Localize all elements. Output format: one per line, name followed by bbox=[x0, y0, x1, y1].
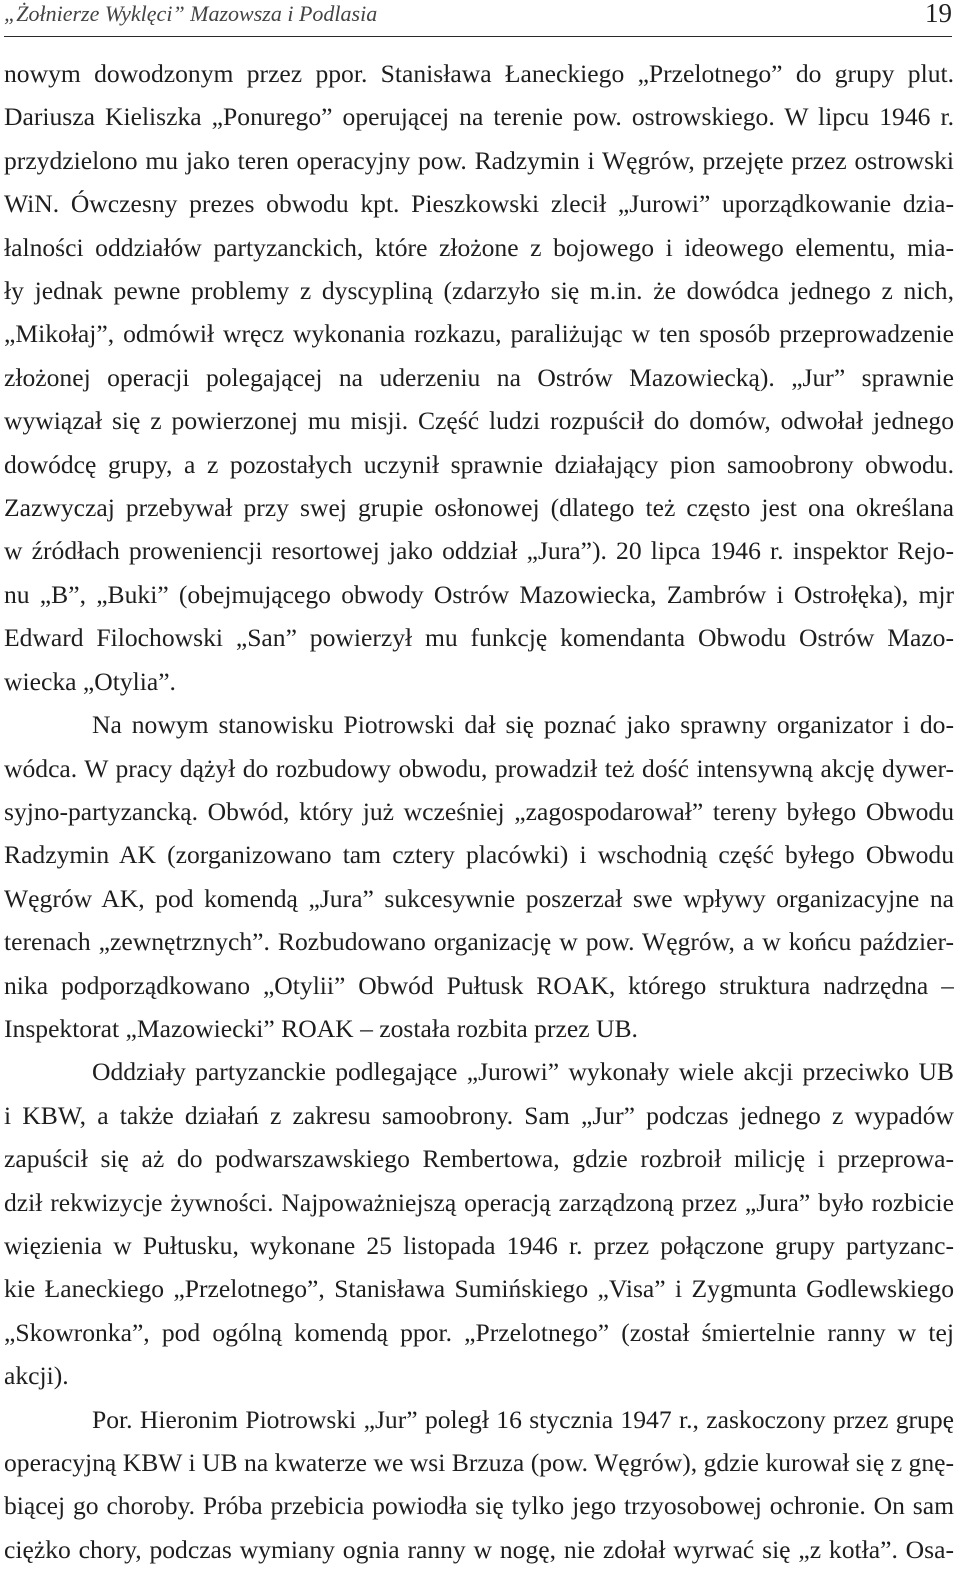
text-line: Inspektorat „Mazowiecki” ROAK – została rozbita przez UB. bbox=[4, 1013, 638, 1043]
page-number: 19 bbox=[925, 0, 952, 28]
text-line: operacyjną KBW i UB na kwaterze we wsi Brzuza (pow. Węgrów), gdzie kurował się z gnę- bbox=[4, 1448, 954, 1477]
text-line: terenach „zewnętrznych”. Rozbudowano organizację w pow. Węgrów, a w końcu paździer- bbox=[4, 927, 954, 957]
text-line: wywiązał się z powierzonej mu misji. Część ludzi rozpuścił do domów, odwołał jednego bbox=[4, 406, 954, 436]
text-line: i KBW, a także działań z zakresu samoobrony. Sam „Jur” podczas jednego z wypadów bbox=[4, 1100, 954, 1130]
text-line: nowym dowodzonym przez ppor. Stanisława Łaneckiego „Przelotnego” do grupy plut. bbox=[4, 59, 954, 88]
running-title: „Żołnierze Wyklęci” Mazowsza i Podlasia bbox=[4, 1, 378, 26]
text-line: Oddziały partyzanckie podlegające „Jurowi” wykonały wiele akcji przeciwko UB bbox=[92, 1057, 954, 1087]
text-line: przydzielono mu jako teren operacyjny pow. Radzymin i Węgrów, przejęte przez ostrowski bbox=[4, 145, 954, 175]
text-line: zapuścił się aż do podwarszawskiego Rembertowa, gdzie rozbroił milicję i przeprowa- bbox=[4, 1144, 954, 1174]
text-line: Węgrów AK, pod komendą „Jura” sukcesywnie poszerzał swe wpływy organizacyjne na bbox=[4, 883, 954, 913]
running-header bbox=[4, 0, 952, 37]
text-line: Radzymin AK (zorganizowano tam cztery placówki) i wschodnią część byłego Obwodu bbox=[4, 840, 954, 870]
text-line: Na nowym stanowisku Piotrowski dał się poznać jako sprawny organizator i do- bbox=[92, 710, 954, 740]
text-line: akcji). bbox=[4, 1361, 69, 1391]
text-line: dowódcę grupy, a z pozostałych uczynił sprawnie działający pion samoobrony obwodu. bbox=[4, 449, 954, 479]
text-line: kie Łaneckiego „Przelotnego”, Stanisława Sumińskiego „Visa” i Zygmunta Godlewskiego bbox=[4, 1274, 954, 1304]
text-line: dził rekwizycje żywności. Najpoważniejszą operacją zarządzoną przez „Jura” było rozbicie bbox=[4, 1187, 954, 1217]
text-line: ciężko chory, podczas wymiany ognia ranny w nogę, nie zdołał wyrwać się „z kotła”. Osa- bbox=[4, 1534, 954, 1564]
text-line: nika podporządkowano „Otylii” Obwód Pułtusk ROAK, którego struktura nadrzędna – bbox=[4, 970, 954, 1000]
text-line: Edward Filochowski „San” powierzył mu funkcję komendanta Obwodu Ostrów Mazo- bbox=[4, 623, 954, 653]
text-line: „Skowronka”, pod ogólną komendą ppor. „Przelotnego” (został śmiertelnie ranny w tej bbox=[4, 1317, 954, 1347]
text-line: Dariusza Kieliszka „Ponurego” operującej na terenie pow. ostrowskiego. W lipcu 1946 r. bbox=[4, 102, 954, 132]
text-line: w źródłach proweniencji resortowej jako oddział „Jura”). 20 lipca 1946 r. inspektor Rejo- bbox=[4, 536, 954, 566]
text-line: ły jednak pewne problemy z dyscypliną (zdarzyło się m.in. że dowódca jednego z nich, bbox=[4, 276, 954, 306]
text-line: syjno-partyzancką. Obwód, który już wcześniej „zagospodarował” tereny byłego Obwodu bbox=[4, 796, 954, 826]
text-line: nu „B”, „Buki” (obejmującego obwody Ostrów Mazowiecka, Zambrów i Ostrołęka), mjr bbox=[4, 579, 954, 609]
text-line: złożonej operacji polegającej na uderzeniu na Ostrów Mazowiecką). „Jur” sprawnie bbox=[4, 362, 954, 392]
text-line: „Mikołaj”, odmówił wręcz wykonania rozkazu, paraliżując w ten sposób przeprowadzenie bbox=[4, 319, 954, 349]
text-line: Zazwyczaj przebywał przy swej grupie osłonowej (dlatego też często jest ona określana bbox=[4, 493, 954, 523]
text-line: wódca. W pracy dążył do rozbudowy obwodu, prowadził też dość intensywną akcję dywer- bbox=[4, 753, 954, 783]
text-line: WiN. Ówczesny prezes obwodu kpt. Pieszkowski zlecił „Jurowi” uporządkowanie dzia- bbox=[4, 189, 954, 219]
text-line: więzienia w Pułtusku, wykonane 25 listopada 1946 r. przez połączone grupy partyzanc- bbox=[4, 1230, 954, 1260]
text-line: Por. Hieronim Piotrowski „Jur” poległ 16 stycznia 1947 r., zaskoczony przez grupę bbox=[92, 1404, 954, 1434]
text-line: wiecka „Otylia”. bbox=[4, 666, 176, 696]
text-line: łalności oddziałów partyzanckich, które złożone z bojowego i ideowego elementu, mia- bbox=[4, 232, 954, 262]
body-text bbox=[4, 52, 954, 1571]
text-line: biącej go choroby. Próba przebicia powiodła się tylko jego trzyosobowej ochronie. On sam bbox=[4, 1491, 954, 1521]
